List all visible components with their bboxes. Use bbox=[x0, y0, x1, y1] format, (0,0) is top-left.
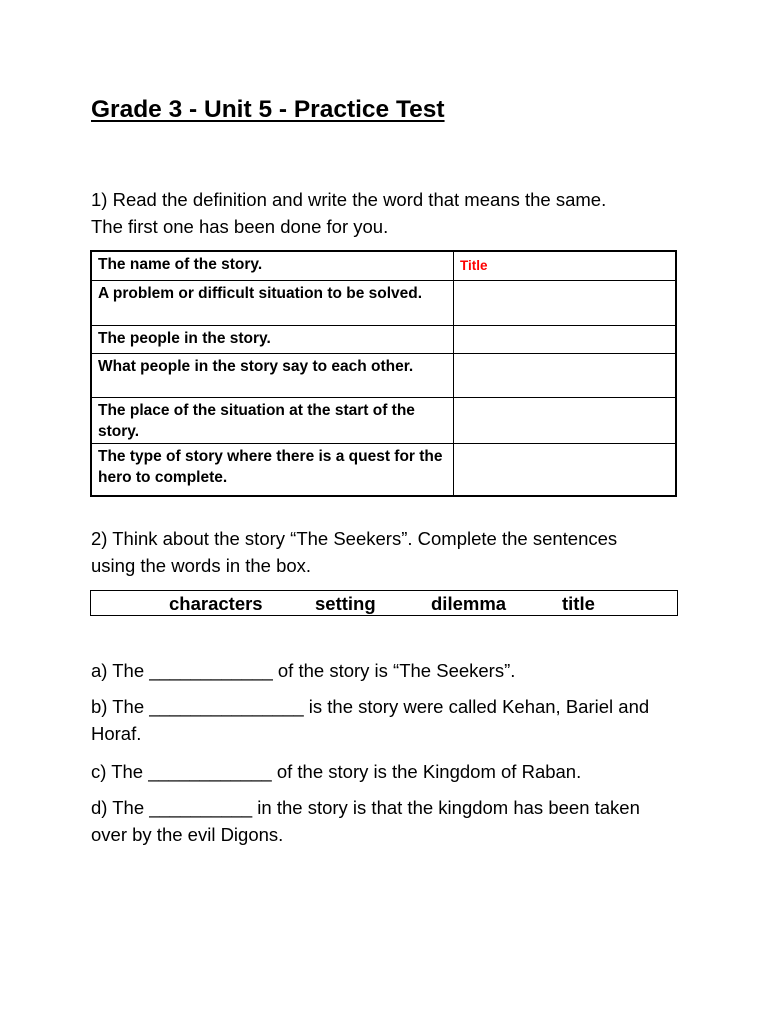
answer-cell[interactable] bbox=[454, 443, 677, 496]
definition-cell: The people in the story. bbox=[91, 325, 454, 353]
blank-d[interactable]: __________ bbox=[149, 797, 253, 818]
table-row bbox=[91, 280, 676, 325]
sentence-a-start: a) The bbox=[91, 660, 150, 681]
answer-cell[interactable] bbox=[454, 325, 677, 353]
table-row bbox=[91, 397, 676, 443]
definitions-table bbox=[90, 250, 677, 497]
sentence-a bbox=[91, 657, 671, 684]
sentence-c-start: c) The bbox=[91, 761, 149, 782]
blank-c[interactable]: ____________ bbox=[148, 761, 272, 782]
definition-cell: The place of the situation at the start of the story. bbox=[91, 397, 454, 443]
answer-cell[interactable] bbox=[454, 397, 677, 443]
sentence-b-start: b) The bbox=[91, 696, 150, 717]
sentence-b bbox=[91, 693, 671, 747]
table-row bbox=[91, 353, 676, 397]
word-dilemma: dilemma bbox=[431, 593, 507, 614]
question-1-line-2: The first one has been done for you. bbox=[91, 216, 389, 237]
definition-cell: A problem or difficult situation to be solved. bbox=[91, 280, 454, 325]
word-setting: setting bbox=[315, 593, 376, 614]
word-box bbox=[90, 590, 678, 616]
sentence-d-start: d) The bbox=[91, 797, 150, 818]
table-row bbox=[91, 325, 676, 353]
answer-cell[interactable] bbox=[454, 280, 677, 325]
sentence-a-end: of the story is “The Seekers”. bbox=[272, 660, 516, 681]
question-2-instructions bbox=[91, 525, 691, 579]
answer-cell[interactable]: Title bbox=[454, 251, 677, 280]
sentence-d bbox=[91, 794, 671, 848]
table-row bbox=[91, 251, 676, 280]
question-1-line-1: 1) Read the definition and write the word that means the same. bbox=[91, 189, 607, 210]
answer-cell[interactable] bbox=[454, 353, 677, 397]
blank-b[interactable]: _______________ bbox=[149, 696, 304, 717]
word-title: title bbox=[562, 593, 595, 614]
word-characters: characters bbox=[169, 593, 263, 614]
sentence-c-end: of the story is the Kingdom of Raban. bbox=[271, 761, 582, 782]
question-2-line-2: using the words in the box. bbox=[91, 555, 312, 576]
sentence-c bbox=[91, 758, 671, 785]
definition-cell: The type of story where there is a quest for the hero to complete. bbox=[91, 443, 454, 496]
definition-cell: What people in the story say to each other. bbox=[91, 353, 454, 397]
page-title: Grade 3 - Unit 5 - Practice Test bbox=[91, 96, 445, 123]
question-1-instructions bbox=[91, 186, 691, 240]
question-2-line-1: 2) Think about the story “The Seekers”. Complete the sentences bbox=[91, 528, 618, 549]
sentence-b-end: is the story were called Kehan, Bariel and Horaf. bbox=[91, 696, 650, 744]
blank-a[interactable]: ____________ bbox=[149, 660, 273, 681]
sentence-d-end: in the story is that the kingdom has been taken over by the evil Digons. bbox=[91, 797, 640, 845]
table-row bbox=[91, 443, 676, 496]
definition-cell: The name of the story. bbox=[91, 251, 454, 280]
